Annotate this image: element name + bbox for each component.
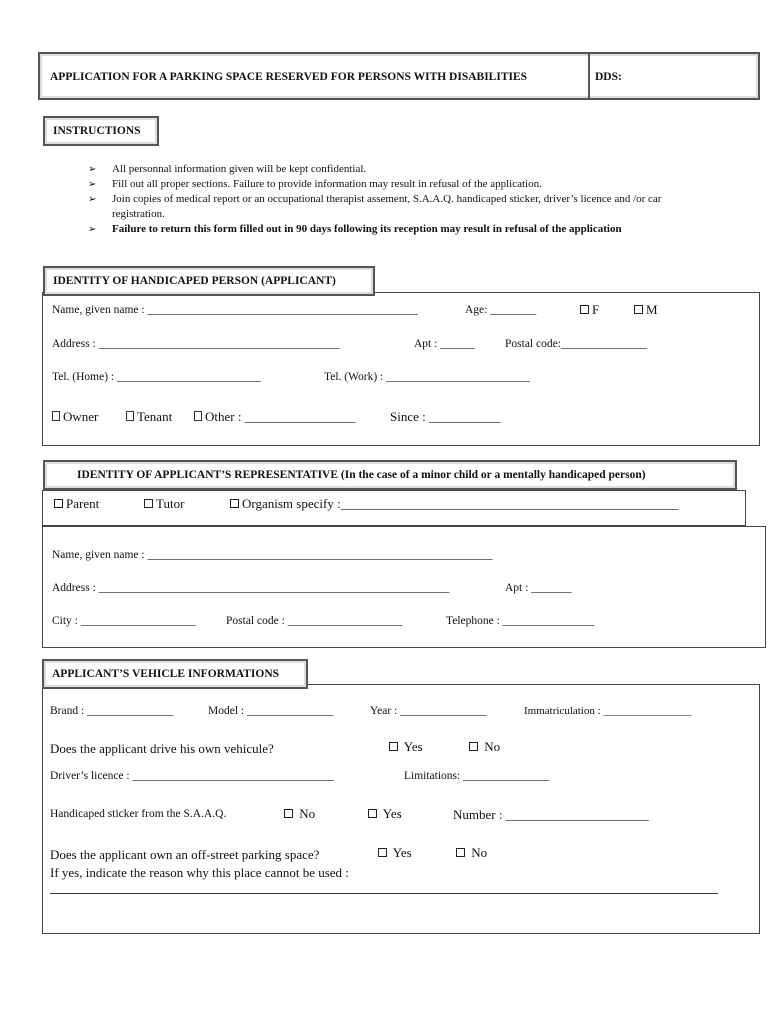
instruction-item: ➢ All personnal information given will be kept confidential. [88,163,367,175]
gender-f-option[interactable]: F [580,302,599,318]
rep-address-field[interactable]: Address : _____________________________________________________________ [52,582,450,594]
instructions-list [88,162,708,237]
parking-no-option[interactable]: No [456,845,487,861]
checkbox-icon[interactable] [126,411,134,421]
tel-home-field[interactable]: Tel. (Home) : _________________________ [52,371,261,383]
vehicle-heading-box [42,659,308,689]
rep-apt-field[interactable]: Apt : _______ [505,582,572,594]
sticker-no-option[interactable]: No [284,806,315,822]
immatriculation-field[interactable]: Immatriculation : ________________ [524,705,692,717]
representative-heading-box [43,460,737,490]
form-title-bar [38,52,760,100]
checkbox-icon[interactable] [634,305,643,314]
sticker-yes-option[interactable]: Yes [368,806,402,822]
parking-yes-option[interactable]: Yes [378,845,412,861]
rep-telephone-field[interactable]: Telephone : ________________ [446,615,595,627]
instruction-item: ➢ Fill out all proper sections. Failure to provide information may result in refusal of the application. [88,178,542,190]
checkbox-icon[interactable] [469,742,478,751]
checkbox-icon[interactable] [378,848,387,857]
limitations-field[interactable]: Limitations: _______________ [404,770,550,782]
model-field[interactable]: Model : _______________ [208,705,334,717]
other-option[interactable]: Other : _________________ [194,409,355,425]
checkbox-icon[interactable] [456,848,465,857]
drive-yes-option[interactable]: Yes [389,739,423,755]
arrow-bullet-icon: ➢ [88,179,97,190]
gender-m-option[interactable]: M [634,302,658,318]
title-divider [588,54,590,98]
checkbox-icon[interactable] [368,809,377,818]
applicant-name-field[interactable]: Name, given name : _______________________________________________ [52,304,418,316]
checkbox-icon[interactable] [144,499,153,508]
dds-label: DDS: [595,71,622,83]
parent-option[interactable]: Parent [54,496,99,512]
checkbox-icon[interactable] [284,809,293,818]
since-field[interactable]: Since : ___________ [390,409,501,424]
organism-option[interactable]: Organism specify :____________________________________________________ [230,496,679,512]
instruction-item: ➢ Join copies of medical report or an occupational therapist assement, S.A.A.Q. handicaped sticker, driver’s licence and /or car registration. [88,193,662,220]
vehicle-heading: APPLICANT’S VEHICLE INFORMATIONS [52,668,280,680]
tel-work-field[interactable]: Tel. (Work) : _________________________ [324,371,530,383]
owner-option[interactable]: Owner [52,409,98,425]
rep-postal-field[interactable]: Postal code : ____________________ [226,615,403,627]
drive-no-option[interactable]: No [469,739,500,755]
rep-name-field[interactable]: Name, given name : ____________________________________________________________ [52,549,493,561]
arrow-bullet-icon: ➢ [88,194,97,205]
instructions-heading: INSTRUCTIONS [53,125,141,137]
form-title: APPLICATION FOR A PARKING SPACE RESERVED FOR PERSONS WITH DISABILITIES [50,71,528,83]
applicant-postal-field[interactable]: Postal code:_______________ [505,338,648,350]
instruction-item: ➢ Failure to return this form filled out in 90 days following its reception may result in refusal of the application [88,223,622,235]
reason-answer-line[interactable] [50,893,718,894]
brand-field[interactable]: Brand : _______________ [50,705,174,717]
drive-question: Does the applicant drive his own vehicule? [50,741,274,756]
rep-city-field[interactable]: City : ____________________ [52,615,196,627]
sticker-question: Handicaped sticker from the S.A.A.Q. [50,808,227,820]
arrow-bullet-icon: ➢ [88,224,97,235]
arrow-bullet-icon: ➢ [88,164,97,175]
applicant-address-field[interactable]: Address : __________________________________________ [52,338,341,350]
checkbox-icon[interactable] [580,305,589,314]
checkbox-icon[interactable] [52,411,60,421]
checkbox-icon[interactable] [194,411,202,421]
drivers-licence-field[interactable]: Driver’s licence : ___________________________________ [50,770,334,782]
reason-prompt: If yes, indicate the reason why this place cannot be used : [50,865,349,880]
identity-heading: IDENTITY OF HANDICAPED PERSON (APPLICANT) [53,275,336,287]
checkbox-icon[interactable] [230,499,239,508]
applicant-age-field[interactable]: Age: ________ [465,304,537,316]
sticker-number-field[interactable]: Number : ______________________ [453,807,649,822]
identity-heading-box [43,266,375,296]
year-field[interactable]: Year : _______________ [370,705,487,717]
checkbox-icon[interactable] [389,742,398,751]
representative-heading: IDENTITY OF APPLICANT’S REPRESENTATIVE (In the case of a minor child or a mentally handicaped person) [77,469,646,481]
checkbox-icon[interactable] [54,499,63,508]
tutor-option[interactable]: Tutor [144,496,184,512]
applicant-apt-field[interactable]: Apt : ______ [414,338,475,350]
parking-question: Does the applicant own an off-street parking space? [50,847,320,862]
instructions-heading-box [43,116,159,146]
tenant-option[interactable]: Tenant [126,409,172,425]
